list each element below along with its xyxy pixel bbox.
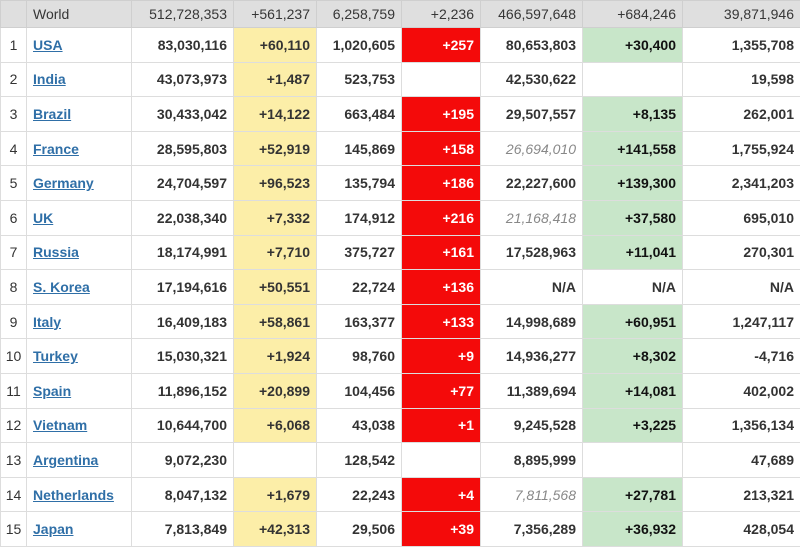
new-recovered-cell: +14,081 bbox=[583, 373, 683, 408]
country-cell bbox=[27, 131, 132, 166]
total-deaths-cell: 22,243 bbox=[317, 477, 402, 512]
total-cases-cell: 16,409,183 bbox=[132, 304, 234, 339]
country-cell bbox=[27, 443, 132, 478]
country-link[interactable]: USA bbox=[33, 37, 63, 53]
table-row bbox=[1, 373, 800, 408]
new-recovered-cell: +139,300 bbox=[583, 166, 683, 201]
new-cases-cell: +14,122 bbox=[234, 97, 317, 132]
country-link[interactable]: Netherlands bbox=[33, 487, 114, 503]
active-cases-cell: 262,001 bbox=[683, 97, 800, 132]
table-row bbox=[1, 339, 800, 374]
new-deaths-cell: +1 bbox=[402, 408, 481, 443]
country-link[interactable]: Vietnam bbox=[33, 417, 87, 433]
new-deaths-cell: +216 bbox=[402, 200, 481, 235]
new-recovered-cell: N/A bbox=[583, 270, 683, 305]
country-link[interactable]: India bbox=[33, 71, 66, 87]
new-cases-cell bbox=[234, 443, 317, 478]
total-cases-cell: 83,030,116 bbox=[132, 28, 234, 63]
active-cases-cell: 1,755,924 bbox=[683, 131, 800, 166]
total-cases-cell: 10,644,700 bbox=[132, 408, 234, 443]
new-cases-cell: +7,332 bbox=[234, 200, 317, 235]
new-deaths-cell: +158 bbox=[402, 131, 481, 166]
rank-cell: 12 bbox=[1, 408, 27, 443]
new-deaths-cell: +39 bbox=[402, 512, 481, 547]
active-cases-cell: 402,002 bbox=[683, 373, 800, 408]
rank-cell: 9 bbox=[1, 304, 27, 339]
new-recovered-cell: +11,041 bbox=[583, 235, 683, 270]
active-cases-cell: 19,598 bbox=[683, 62, 800, 97]
rank-cell: 8 bbox=[1, 270, 27, 305]
table-row bbox=[1, 62, 800, 97]
table-row bbox=[1, 235, 800, 270]
total-recovered-cell: 17,528,963 bbox=[481, 235, 583, 270]
table-row bbox=[1, 131, 800, 166]
new-recovered-cell: +3,225 bbox=[583, 408, 683, 443]
world-rank-cell bbox=[1, 1, 27, 28]
active-cases-cell: -4,716 bbox=[683, 339, 800, 374]
new-recovered-cell: +8,302 bbox=[583, 339, 683, 374]
new-recovered-cell: +8,135 bbox=[583, 97, 683, 132]
total-cases-cell: 22,038,340 bbox=[132, 200, 234, 235]
total-cases-cell: 18,174,991 bbox=[132, 235, 234, 270]
total-recovered-cell: 21,168,418 bbox=[481, 200, 583, 235]
total-recovered-cell: 14,936,277 bbox=[481, 339, 583, 374]
world-new-recovered: +684,246 bbox=[583, 1, 683, 28]
total-deaths-cell: 523,753 bbox=[317, 62, 402, 97]
total-recovered-cell: 80,653,803 bbox=[481, 28, 583, 63]
total-recovered-cell: 29,507,557 bbox=[481, 97, 583, 132]
table-row bbox=[1, 270, 800, 305]
new-cases-cell: +60,110 bbox=[234, 28, 317, 63]
new-recovered-cell: +27,781 bbox=[583, 477, 683, 512]
country-cell bbox=[27, 270, 132, 305]
active-cases-cell: 1,355,708 bbox=[683, 28, 800, 63]
country-cell bbox=[27, 512, 132, 547]
new-deaths-cell: +133 bbox=[402, 304, 481, 339]
total-cases-cell: 17,194,616 bbox=[132, 270, 234, 305]
rank-cell: 7 bbox=[1, 235, 27, 270]
new-cases-cell: +1,487 bbox=[234, 62, 317, 97]
world-new-deaths: +2,236 bbox=[402, 1, 481, 28]
table-row bbox=[1, 28, 800, 63]
total-recovered-cell: 7,811,568 bbox=[481, 477, 583, 512]
active-cases-cell: 2,341,203 bbox=[683, 166, 800, 201]
new-recovered-cell: +37,580 bbox=[583, 200, 683, 235]
total-cases-cell: 28,595,803 bbox=[132, 131, 234, 166]
rank-cell: 15 bbox=[1, 512, 27, 547]
new-deaths-cell: +77 bbox=[402, 373, 481, 408]
rank-cell: 11 bbox=[1, 373, 27, 408]
table-body bbox=[1, 1, 800, 547]
table-row bbox=[1, 166, 800, 201]
total-deaths-cell: 104,456 bbox=[317, 373, 402, 408]
active-cases-cell: 47,689 bbox=[683, 443, 800, 478]
total-cases-cell: 7,813,849 bbox=[132, 512, 234, 547]
active-cases-cell: 270,301 bbox=[683, 235, 800, 270]
total-deaths-cell: 98,760 bbox=[317, 339, 402, 374]
rank-cell: 5 bbox=[1, 166, 27, 201]
country-link[interactable]: Argentina bbox=[33, 452, 98, 468]
country-link[interactable]: Brazil bbox=[33, 106, 71, 122]
country-link[interactable]: Spain bbox=[33, 383, 71, 399]
new-deaths-cell: +186 bbox=[402, 166, 481, 201]
new-recovered-cell: +141,558 bbox=[583, 131, 683, 166]
country-cell bbox=[27, 166, 132, 201]
new-cases-cell: +20,899 bbox=[234, 373, 317, 408]
country-cell bbox=[27, 477, 132, 512]
country-cell bbox=[27, 28, 132, 63]
world-total-row bbox=[1, 1, 800, 28]
new-recovered-cell bbox=[583, 443, 683, 478]
country-link[interactable]: UK bbox=[33, 210, 53, 226]
total-recovered-cell: 26,694,010 bbox=[481, 131, 583, 166]
total-recovered-cell: N/A bbox=[481, 270, 583, 305]
country-link[interactable]: Germany bbox=[33, 175, 94, 191]
country-cell bbox=[27, 235, 132, 270]
country-cell bbox=[27, 339, 132, 374]
world-total-cases: 512,728,353 bbox=[132, 1, 234, 28]
table-row bbox=[1, 200, 800, 235]
total-recovered-cell: 22,227,600 bbox=[481, 166, 583, 201]
total-recovered-cell: 7,356,289 bbox=[481, 512, 583, 547]
total-deaths-cell: 128,542 bbox=[317, 443, 402, 478]
new-deaths-cell: +195 bbox=[402, 97, 481, 132]
active-cases-cell: 695,010 bbox=[683, 200, 800, 235]
total-cases-cell: 9,072,230 bbox=[132, 443, 234, 478]
total-recovered-cell: 42,530,622 bbox=[481, 62, 583, 97]
country-link[interactable]: Japan bbox=[33, 521, 73, 537]
new-deaths-cell: +136 bbox=[402, 270, 481, 305]
total-recovered-cell: 8,895,999 bbox=[481, 443, 583, 478]
world-total-recovered: 466,597,648 bbox=[481, 1, 583, 28]
active-cases-cell: 1,247,117 bbox=[683, 304, 800, 339]
total-recovered-cell: 11,389,694 bbox=[481, 373, 583, 408]
new-cases-cell: +50,551 bbox=[234, 270, 317, 305]
total-cases-cell: 15,030,321 bbox=[132, 339, 234, 374]
rank-cell: 14 bbox=[1, 477, 27, 512]
total-deaths-cell: 174,912 bbox=[317, 200, 402, 235]
total-cases-cell: 8,047,132 bbox=[132, 477, 234, 512]
new-cases-cell: +1,679 bbox=[234, 477, 317, 512]
active-cases-cell: 213,321 bbox=[683, 477, 800, 512]
country-link[interactable]: France bbox=[33, 141, 79, 157]
rank-cell: 1 bbox=[1, 28, 27, 63]
new-cases-cell: +6,068 bbox=[234, 408, 317, 443]
rank-cell: 13 bbox=[1, 443, 27, 478]
new-cases-cell: +58,861 bbox=[234, 304, 317, 339]
rank-cell: 6 bbox=[1, 200, 27, 235]
new-recovered-cell: +60,951 bbox=[583, 304, 683, 339]
table-row bbox=[1, 408, 800, 443]
table-row bbox=[1, 443, 800, 478]
country-link[interactable]: Italy bbox=[33, 314, 61, 330]
new-deaths-cell: +161 bbox=[402, 235, 481, 270]
table-row bbox=[1, 477, 800, 512]
world-new-cases: +561,237 bbox=[234, 1, 317, 28]
new-cases-cell: +96,523 bbox=[234, 166, 317, 201]
country-link[interactable]: Russia bbox=[33, 244, 79, 260]
new-deaths-cell: +9 bbox=[402, 339, 481, 374]
rank-cell: 3 bbox=[1, 97, 27, 132]
new-deaths-cell: +4 bbox=[402, 477, 481, 512]
world-active-cases: 39,871,946 bbox=[683, 1, 800, 28]
rank-cell: 10 bbox=[1, 339, 27, 374]
world-label: World bbox=[27, 1, 132, 28]
new-recovered-cell bbox=[583, 62, 683, 97]
country-link[interactable]: Turkey bbox=[33, 348, 78, 364]
total-deaths-cell: 163,377 bbox=[317, 304, 402, 339]
new-cases-cell: +42,313 bbox=[234, 512, 317, 547]
total-deaths-cell: 22,724 bbox=[317, 270, 402, 305]
country-cell bbox=[27, 62, 132, 97]
total-deaths-cell: 145,869 bbox=[317, 131, 402, 166]
new-recovered-cell: +36,932 bbox=[583, 512, 683, 547]
table-row bbox=[1, 512, 800, 547]
total-deaths-cell: 43,038 bbox=[317, 408, 402, 443]
world-total-deaths: 6,258,759 bbox=[317, 1, 402, 28]
rank-cell: 2 bbox=[1, 62, 27, 97]
table-row bbox=[1, 97, 800, 132]
new-deaths-cell bbox=[402, 62, 481, 97]
new-cases-cell: +52,919 bbox=[234, 131, 317, 166]
total-cases-cell: 30,433,042 bbox=[132, 97, 234, 132]
active-cases-cell: 1,356,134 bbox=[683, 408, 800, 443]
rank-cell: 4 bbox=[1, 131, 27, 166]
new-deaths-cell: +257 bbox=[402, 28, 481, 63]
new-cases-cell: +7,710 bbox=[234, 235, 317, 270]
country-cell bbox=[27, 373, 132, 408]
total-deaths-cell: 135,794 bbox=[317, 166, 402, 201]
active-cases-cell: N/A bbox=[683, 270, 800, 305]
new-deaths-cell bbox=[402, 443, 481, 478]
total-cases-cell: 43,073,973 bbox=[132, 62, 234, 97]
total-recovered-cell: 9,245,528 bbox=[481, 408, 583, 443]
total-deaths-cell: 29,506 bbox=[317, 512, 402, 547]
total-deaths-cell: 375,727 bbox=[317, 235, 402, 270]
country-cell bbox=[27, 408, 132, 443]
active-cases-cell: 428,054 bbox=[683, 512, 800, 547]
country-cell bbox=[27, 97, 132, 132]
country-cell bbox=[27, 200, 132, 235]
total-deaths-cell: 663,484 bbox=[317, 97, 402, 132]
new-recovered-cell: +30,400 bbox=[583, 28, 683, 63]
total-cases-cell: 11,896,152 bbox=[132, 373, 234, 408]
total-deaths-cell: 1,020,605 bbox=[317, 28, 402, 63]
country-link[interactable]: S. Korea bbox=[33, 279, 90, 295]
total-cases-cell: 24,704,597 bbox=[132, 166, 234, 201]
new-cases-cell: +1,924 bbox=[234, 339, 317, 374]
total-recovered-cell: 14,998,689 bbox=[481, 304, 583, 339]
country-cell bbox=[27, 304, 132, 339]
table-row bbox=[1, 304, 800, 339]
